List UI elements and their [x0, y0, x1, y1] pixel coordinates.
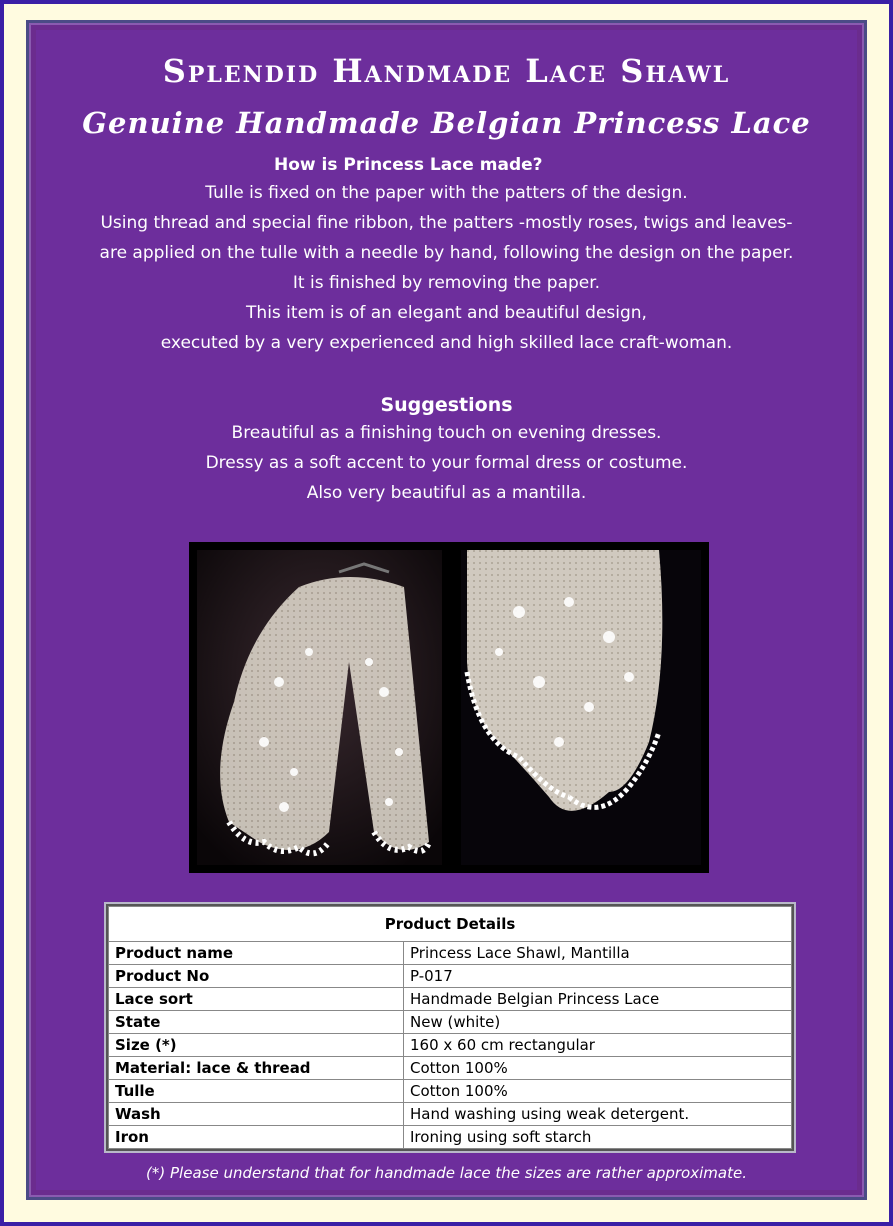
detail-value: P-017 [404, 965, 792, 988]
detail-label: Iron [109, 1126, 404, 1149]
table-row [109, 942, 792, 965]
howto-heading: How is Princess Lace made? [274, 155, 543, 175]
detail-value: New (white) [404, 1011, 792, 1034]
table-row [109, 1034, 792, 1057]
howto-text [36, 178, 857, 358]
product-details-table [106, 904, 794, 1151]
shawl-photo-graphic [189, 542, 709, 873]
suggestions-text [36, 418, 857, 508]
detail-value: Princess Lace Shawl, Mantilla [404, 942, 792, 965]
table-row [109, 1126, 792, 1149]
detail-value: Ironing using soft starch [404, 1126, 792, 1149]
page-title: Splendid Handmade Lace Shawl [162, 52, 731, 90]
howto-line: Using thread and special fine ribbon, the patters -mostly roses, twigs and leaves- [100, 213, 793, 233]
detail-label: Size (*) [109, 1034, 404, 1057]
table-row [109, 965, 792, 988]
table-row [109, 1103, 792, 1126]
detail-label: Material: lace & thread [109, 1057, 404, 1080]
size-footnote: (*) Please understand that for handmade lace the sizes are rather approximate. [146, 1164, 747, 1182]
howto-line: are applied on the tulle with a needle by hand, following the design on the paper. [99, 243, 794, 263]
howto-line: Tulle is fixed on the paper with the patters of the design. [205, 183, 688, 203]
detail-label: Wash [109, 1103, 404, 1126]
detail-label: Product No [109, 965, 404, 988]
content-frame [26, 20, 867, 1200]
detail-value: Handmade Belgian Princess Lace [404, 988, 792, 1011]
product-details-heading: Product Details [109, 907, 792, 942]
howto-line: executed by a very experienced and high skilled lace craft-woman. [160, 333, 733, 353]
detail-value: Hand washing using weak detergent. [404, 1103, 792, 1126]
suggestion-line: Dressy as a soft accent to your formal dress or costume. [205, 453, 688, 473]
table-row [109, 988, 792, 1011]
detail-label: Lace sort [109, 988, 404, 1011]
table-header-row [109, 907, 792, 942]
table-row [109, 1011, 792, 1034]
suggestions-heading: Suggestions [380, 394, 513, 416]
shawl-photo [189, 542, 709, 873]
page-subtitle: Genuine Handmade Belgian Princess Lace [82, 106, 811, 140]
suggestion-line: Also very beautiful as a mantilla. [306, 483, 587, 503]
suggestion-line: Breautiful as a finishing touch on evening dresses. [231, 423, 662, 443]
content-panel [36, 30, 857, 1190]
detail-label: Product name [109, 942, 404, 965]
detail-label: State [109, 1011, 404, 1034]
detail-label: Tulle [109, 1080, 404, 1103]
howto-line: It is finished by removing the paper. [292, 273, 601, 293]
detail-value: 160 x 60 cm rectangular [404, 1034, 792, 1057]
table-row [109, 1057, 792, 1080]
howto-line: This item is of an elegant and beautiful design, [246, 303, 647, 323]
table-row [109, 1080, 792, 1103]
detail-value: Cotton 100% [404, 1057, 792, 1080]
detail-value: Cotton 100% [404, 1080, 792, 1103]
